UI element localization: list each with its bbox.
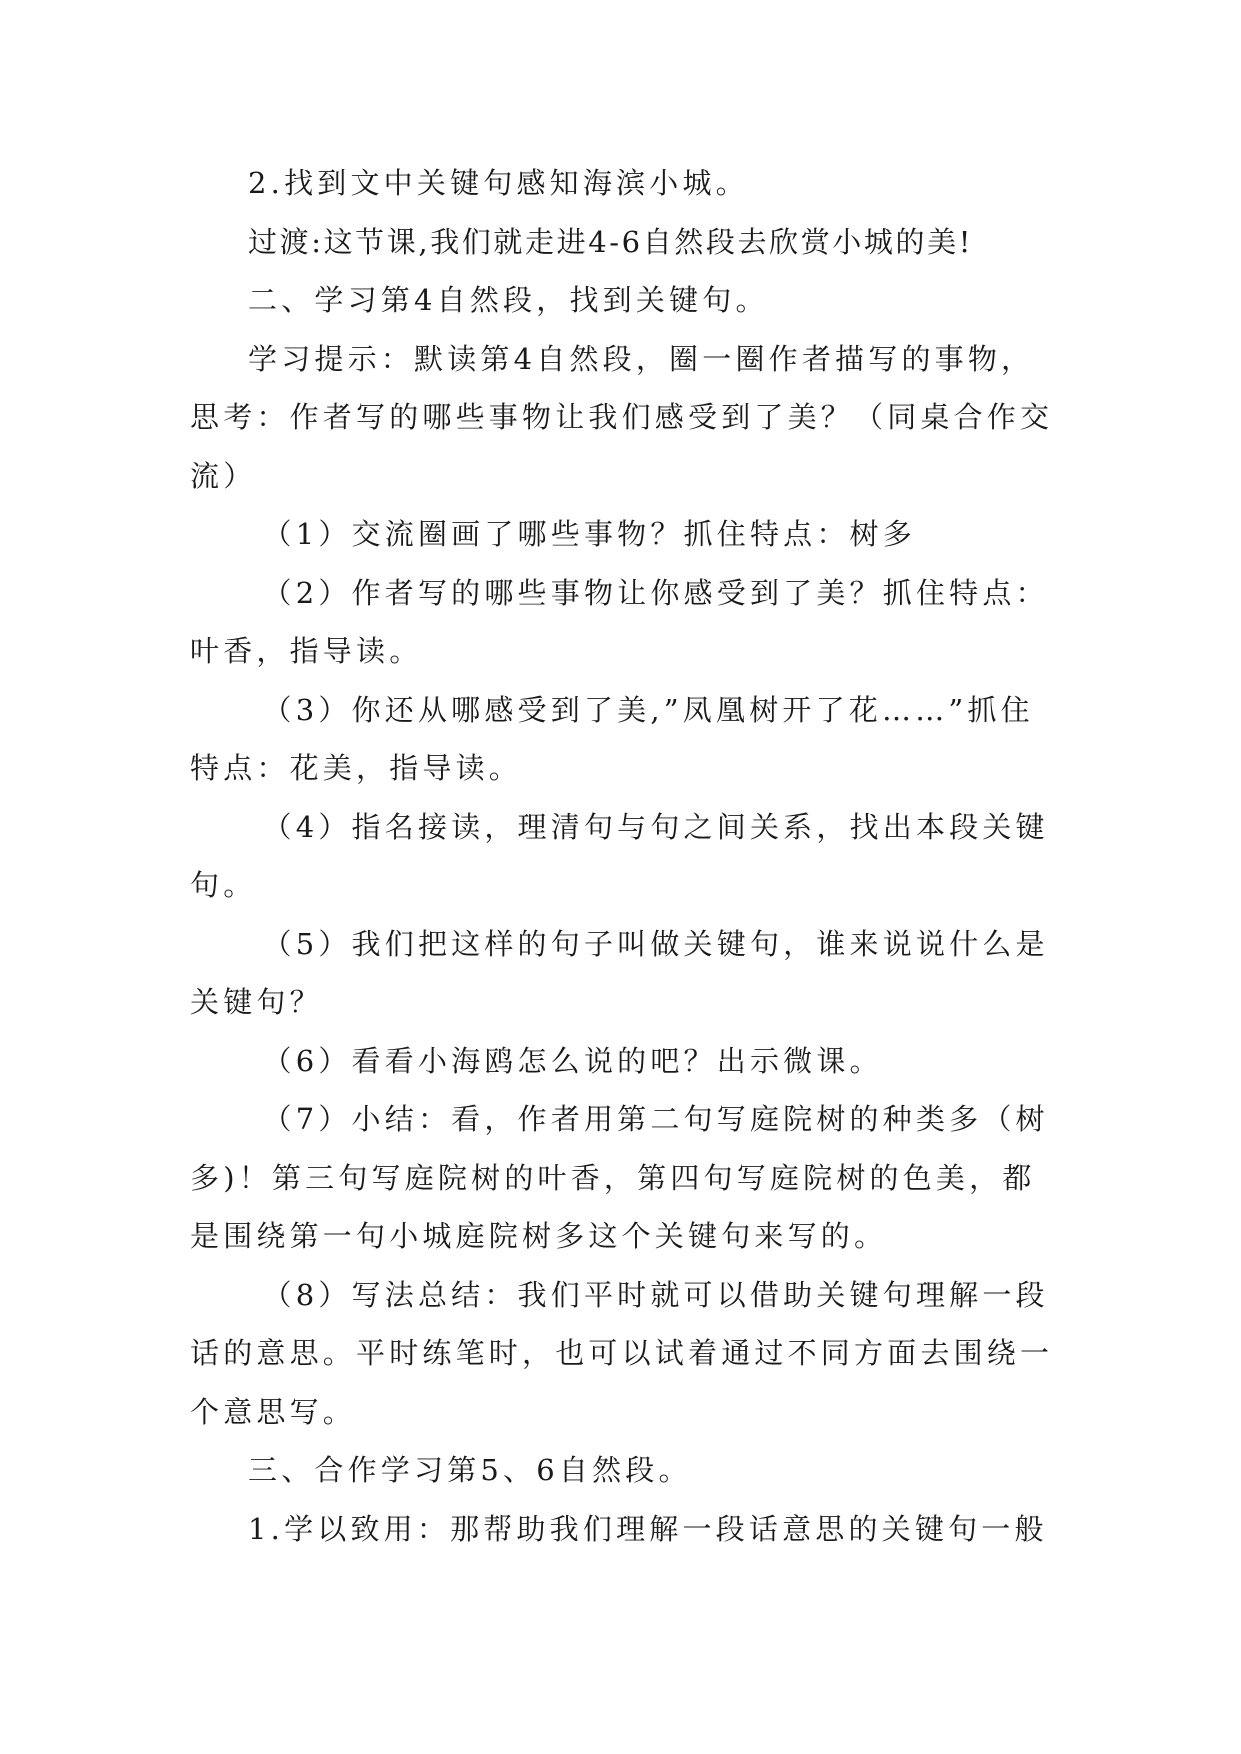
paragraph-apply: 1.学以致用：那帮助我们理解一段话意思的关键句一般 (248, 1511, 1048, 1546)
paragraph-step-8: （8）写法总结：我们平时就可以借助关键句理解一段话的意思。平时练笔时，也可以试着通过不同方面去围绕一个意思写。 (190, 1277, 1054, 1429)
paragraph-step-6: （6）看看小海鸥怎么说的吧？出示微课。 (262, 1043, 883, 1078)
paragraph-step-2: （2）作者写的哪些事物让你感受到了美？抓住特点：叶香，指导读。 (190, 575, 1049, 668)
document-page (190, 154, 1060, 1558)
section-heading-3: 三、合作学习第5、6自然段。 (248, 1453, 692, 1487)
paragraph-step-1: （1）交流圈画了哪些事物？抓住特点：树多 (262, 517, 916, 551)
section-heading-2: 二、学习第4自然段，找到关键句。 (248, 283, 769, 317)
paragraph-study-tip: 学习提示：默读第4自然段，圈一圈作者描写的事物，思考：作者写的哪些事物让我们感受到了美？（同桌合作交流） (190, 341, 1054, 493)
paragraph-step-5: （5）我们把这样的句子叫做关键句，谁来说说什么是关键句？ (190, 926, 1049, 1019)
paragraph-step-3: （3）你还从哪感受到了美,”凤凰树开了花……”抓住特点：花美，指导读。 (190, 692, 1034, 785)
paragraph-goal-2: 2.找到文中关键句感知海滨小城。 (248, 166, 749, 200)
paragraph-transition: 过渡:这节课,我们就走进4-6自然段去欣赏小城的美! (248, 224, 973, 259)
paragraph-step-7: （7）小结：看，作者用第二句写庭院树的种类多（树多)！第三句写庭院树的叶香，第四句写庭院树的色美，都是围绕第一句小城庭院树多这个关键句来写的。 (190, 1102, 1049, 1253)
paragraph-step-4: （4）指名接读，理清句与句之间关系，找出本段关键句。 (190, 809, 1049, 902)
